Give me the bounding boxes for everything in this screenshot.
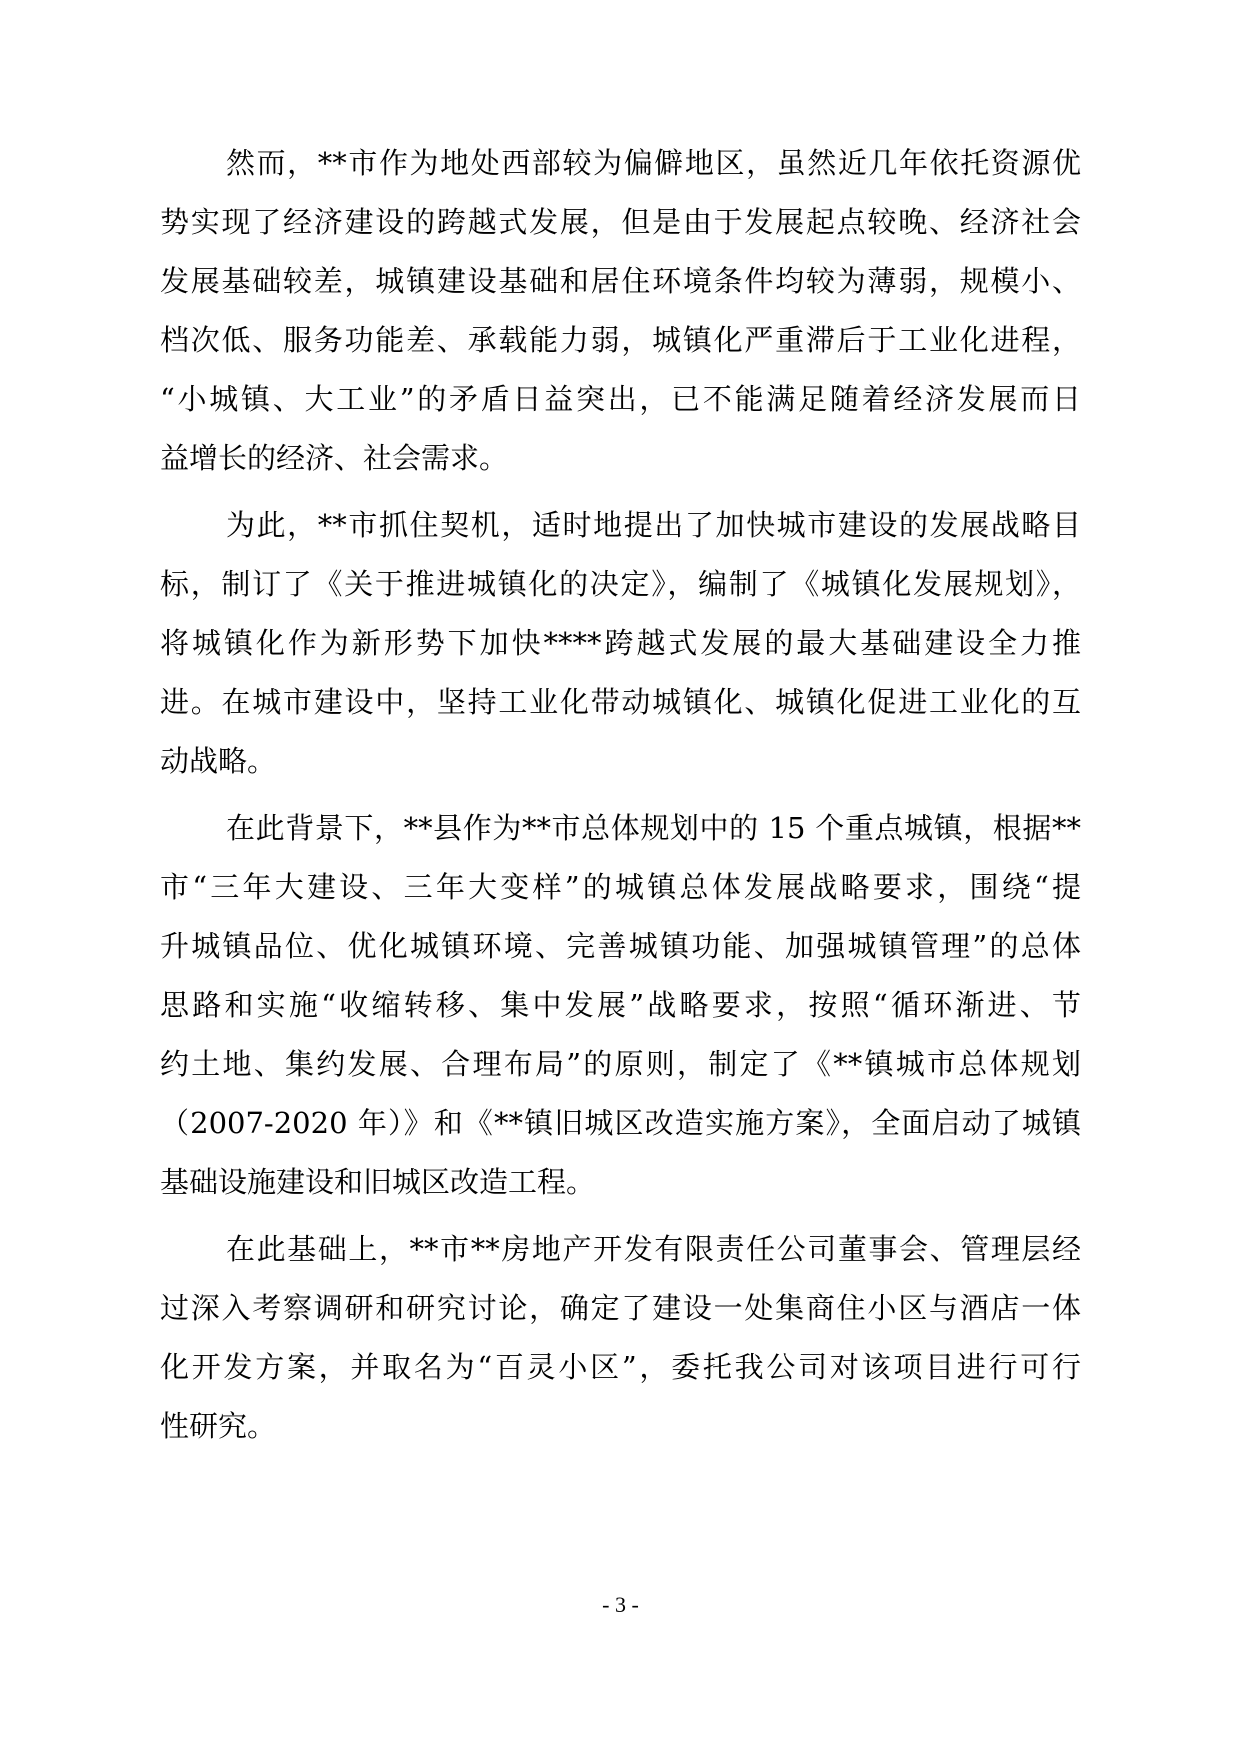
text-line: 发展基础较差，城镇建设基础和居住环境条件均较为薄弱，规模小、: [160, 264, 1081, 298]
text-line: 益增长的经济、社会需求。: [160, 441, 509, 475]
text-line: 然而，**市作为地处西部较为偏僻地区，虽然近几年依托资源优: [226, 146, 1081, 180]
text-line: 标，制订了《关于推进城镇化的决定》，编制了《城镇化发展规划》，: [160, 567, 1081, 601]
text-line: 进。在城市建设中，坚持工业化带动城镇化、城镇化促进工业化的互: [160, 685, 1081, 719]
page-number: - 3 -: [602, 1592, 639, 1617]
text-line: 升城镇品位、优化城镇环境、完善城镇功能、加强城镇管理”的总体: [160, 929, 1081, 963]
text-line: “小城镇、大工业”的矛盾日益突出，已不能满足随着经济发展而日: [160, 382, 1081, 416]
text-line: 市“三年大建设、三年大变样”的城镇总体发展战略要求，围绕“提: [160, 870, 1081, 904]
text-line: 约土地、集约发展、合理布局”的原则，制定了《**镇城市总体规划: [160, 1047, 1081, 1081]
text-line: 过深入考察调研和研究讨论，确定了建设一处集商住小区与酒店一体: [160, 1291, 1081, 1325]
text-line: 档次低、服务功能差、承载能力弱，城镇化严重滞后于工业化进程，: [160, 323, 1081, 357]
text-line: 在此背景下，**县作为**市总体规划中的 15 个重点城镇，根据**: [226, 811, 1081, 845]
text-line: 在此基础上，**市**房地产开发有限责任公司董事会、管理层经: [226, 1232, 1081, 1266]
text-line: 将城镇化作为新形势下加快****跨越式发展的最大基础建设全力推: [160, 626, 1081, 660]
text-line: 思路和实施“收缩转移、集中发展”战略要求，按照“循环渐进、节: [160, 988, 1081, 1022]
text-line: 性研究。: [160, 1409, 277, 1443]
text-line: 化开发方案，并取名为“百灵小区”，委托我公司对该项目进行可行: [160, 1350, 1081, 1384]
text-line: （2007-2020 年）》和《**镇旧城区改造实施方案》，全面启动了城镇: [160, 1106, 1081, 1140]
text-line: 势实现了经济建设的跨越式发展，但是由于发展起点较晚、经济社会: [160, 205, 1081, 239]
text-line: 基础设施建设和旧城区改造工程。: [160, 1165, 596, 1199]
text-line: 动战略。: [160, 744, 277, 778]
text-line: 为此，**市抓住契机，适时地提出了加快城市建设的发展战略目: [226, 508, 1081, 542]
